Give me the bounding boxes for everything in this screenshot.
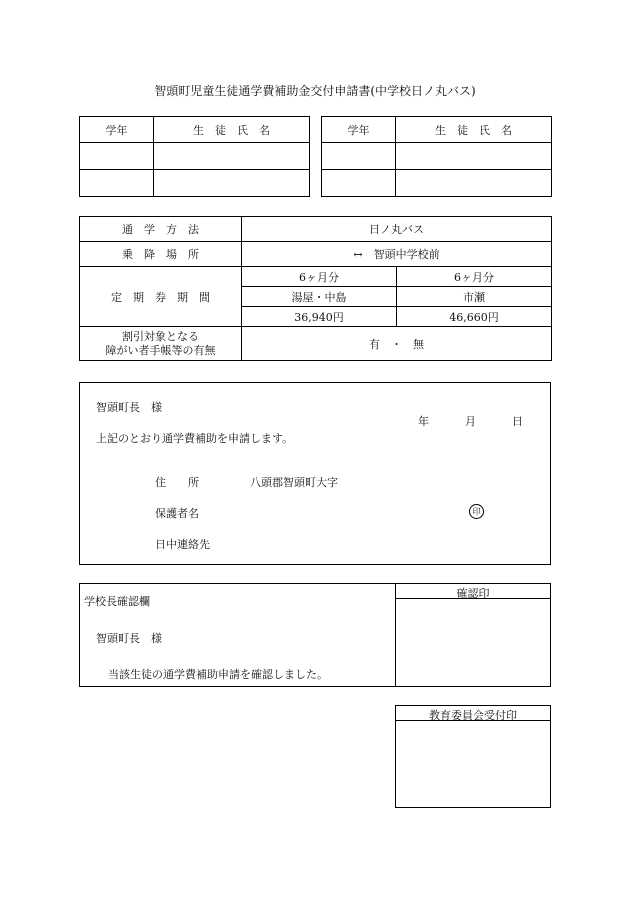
- name-cell[interactable]: [154, 170, 310, 197]
- student-table-left: [79, 116, 310, 197]
- route-option[interactable]: 市瀬: [397, 287, 552, 307]
- principal-heading: 学校長確認欄: [84, 595, 150, 608]
- period-label: 定 期 券 期 間: [80, 267, 242, 327]
- method-value: 日ノ丸バス: [242, 217, 552, 242]
- application-statement: 上記のとおり通学費補助を申請します。: [96, 432, 294, 445]
- name-header: 生 徒 氏 名: [396, 117, 552, 143]
- grade-cell[interactable]: [80, 143, 154, 170]
- name-header: 生 徒 氏 名: [154, 117, 310, 143]
- contact-label: 日中連絡先: [155, 538, 210, 551]
- name-cell[interactable]: [154, 143, 310, 170]
- fare-value: 36,940円: [242, 307, 397, 327]
- discount-label-line1: 割引対象となる: [122, 329, 199, 343]
- address-value[interactable]: 八頭郡智頭町大字: [250, 476, 338, 489]
- discount-label-line2: 障がい者手帳等の有無: [105, 343, 216, 357]
- principal-addressee: 智頭町長 様: [96, 632, 162, 645]
- period-option: 6ヶ月分: [397, 267, 552, 287]
- grade-cell[interactable]: [322, 143, 396, 170]
- grade-cell[interactable]: [80, 170, 154, 197]
- form-title: 智頭町児童生徒通学費補助金交付申請書(中学校日ノ丸バス): [154, 84, 476, 98]
- stops-label: 乗 降 場 所: [80, 242, 242, 267]
- board-seal-label: 教育委員会受付印: [429, 709, 517, 722]
- name-cell[interactable]: [396, 170, 552, 197]
- period-option: 6ヶ月分: [242, 267, 397, 287]
- stops-value[interactable]: ↔ 智頭中学校前: [242, 242, 552, 267]
- principal-statement: 当該生徒の通学費補助申請を確認しました。: [108, 668, 328, 681]
- route-option[interactable]: 湯屋・中島: [242, 287, 397, 307]
- guardian-label: 保護者名: [155, 507, 199, 520]
- principal-seal-area[interactable]: [396, 599, 551, 687]
- grade-header: 学年: [80, 117, 154, 143]
- discount-choice[interactable]: 有 ・ 無: [242, 327, 552, 361]
- guardian-seal: [469, 504, 484, 519]
- method-label: 通 学 方 法: [80, 217, 242, 242]
- seal-icon: 印: [469, 504, 484, 519]
- principal-seal-label: 確認印: [456, 587, 490, 600]
- grade-cell[interactable]: [322, 170, 396, 197]
- date-month: 月: [465, 415, 476, 428]
- date-day: 日: [512, 415, 523, 428]
- student-table-right: [321, 116, 552, 197]
- address-label: 住 所: [155, 476, 199, 489]
- date-year: 年: [418, 415, 429, 428]
- discount-label: [80, 327, 242, 361]
- application-addressee: 智頭町長 様: [96, 401, 162, 414]
- fare-value: 46,660円: [397, 307, 552, 327]
- grade-header: 学年: [322, 117, 396, 143]
- board-seal-area[interactable]: [396, 721, 551, 808]
- name-cell[interactable]: [396, 143, 552, 170]
- commute-table: [79, 216, 552, 361]
